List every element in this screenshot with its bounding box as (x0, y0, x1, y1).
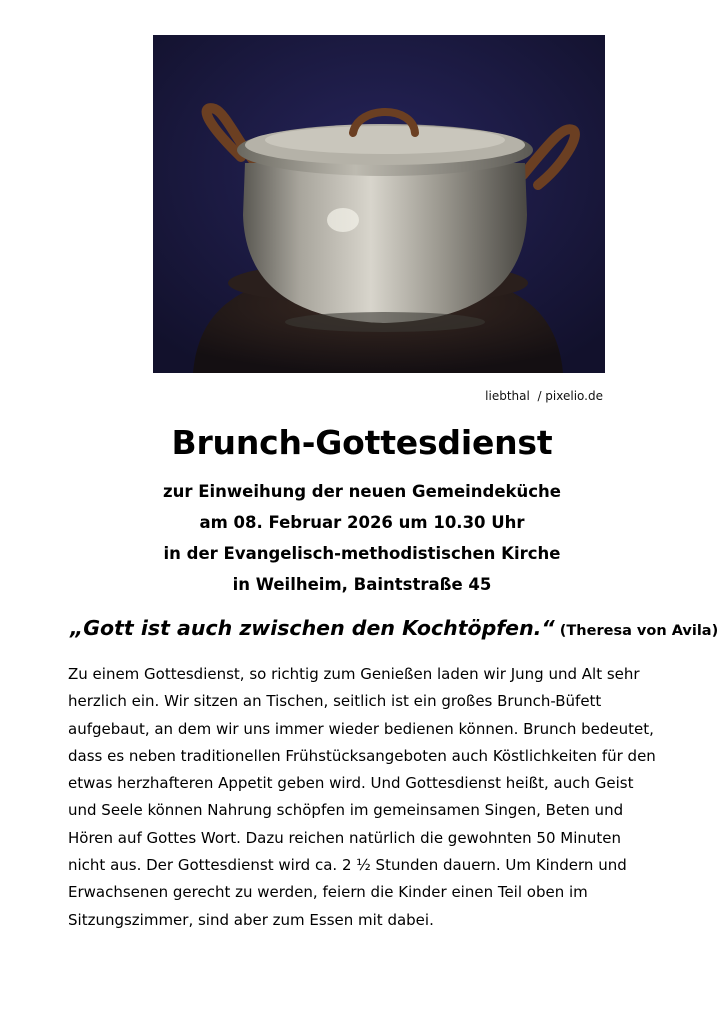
body-line: nicht aus. Der Gottesdienst wird ca. 2 ½ Stunden dauern. Um Kindern und (68, 856, 627, 875)
body-line: aufgebaut, an dem wir uns immer wieder bedienen können. Brunch bedeutet, (68, 719, 654, 738)
body-line: Hören auf Gottes Wort. Dazu reichen natürlich die gewohnten 50 Minuten (68, 828, 622, 847)
body-line: Zu einem Gottesdienst, so richtig zum Genießen laden wir Jung und Alt sehr (68, 665, 640, 683)
body-line: herzlich ein. Wir sitzen an Tischen, seitlich ist ein großes Brunch-Büfett (68, 692, 602, 711)
quote-text: „Gott ist auch zwischen den Kochtöpfen.“ (70, 616, 555, 640)
subtitle-line: zur Einweihung der neuen Gemeindeküche (163, 482, 561, 501)
quote (70, 616, 718, 640)
body-line: Sitzungszimmer, sind aber zum Essen mit dabei. (68, 910, 434, 929)
body-line: etwas herzhafteren Appetit geben wird. Und Gottesdienst heißt, auch Geist (68, 774, 634, 793)
cooking-pot-photo (153, 35, 605, 373)
body-text (68, 661, 678, 934)
subtitle-line: am 08. Februar 2026 um 10.30 Uhr (199, 513, 525, 532)
photo-credit: liebthal / pixelio.de (485, 389, 603, 403)
body-line: und Seele können Nahrung schöpfen im gemeinsamen Singen, Beten und (68, 801, 624, 820)
subtitle-line: in Weilheim, Baintstraße 45 (232, 575, 492, 594)
subtitle-line: in der Evangelisch-methodistischen Kirche (163, 544, 561, 563)
page-title: Brunch-Gottesdienst (171, 423, 553, 462)
body-line: Erwachsenen gerecht zu werden, feiern die Kinder einen Teil oben im (68, 883, 588, 902)
body-line: dass es neben traditionellen Frühstücksangeboten auch Köstlichkeiten für den (68, 746, 656, 765)
quote-author: (Theresa von Avila) (559, 623, 719, 639)
